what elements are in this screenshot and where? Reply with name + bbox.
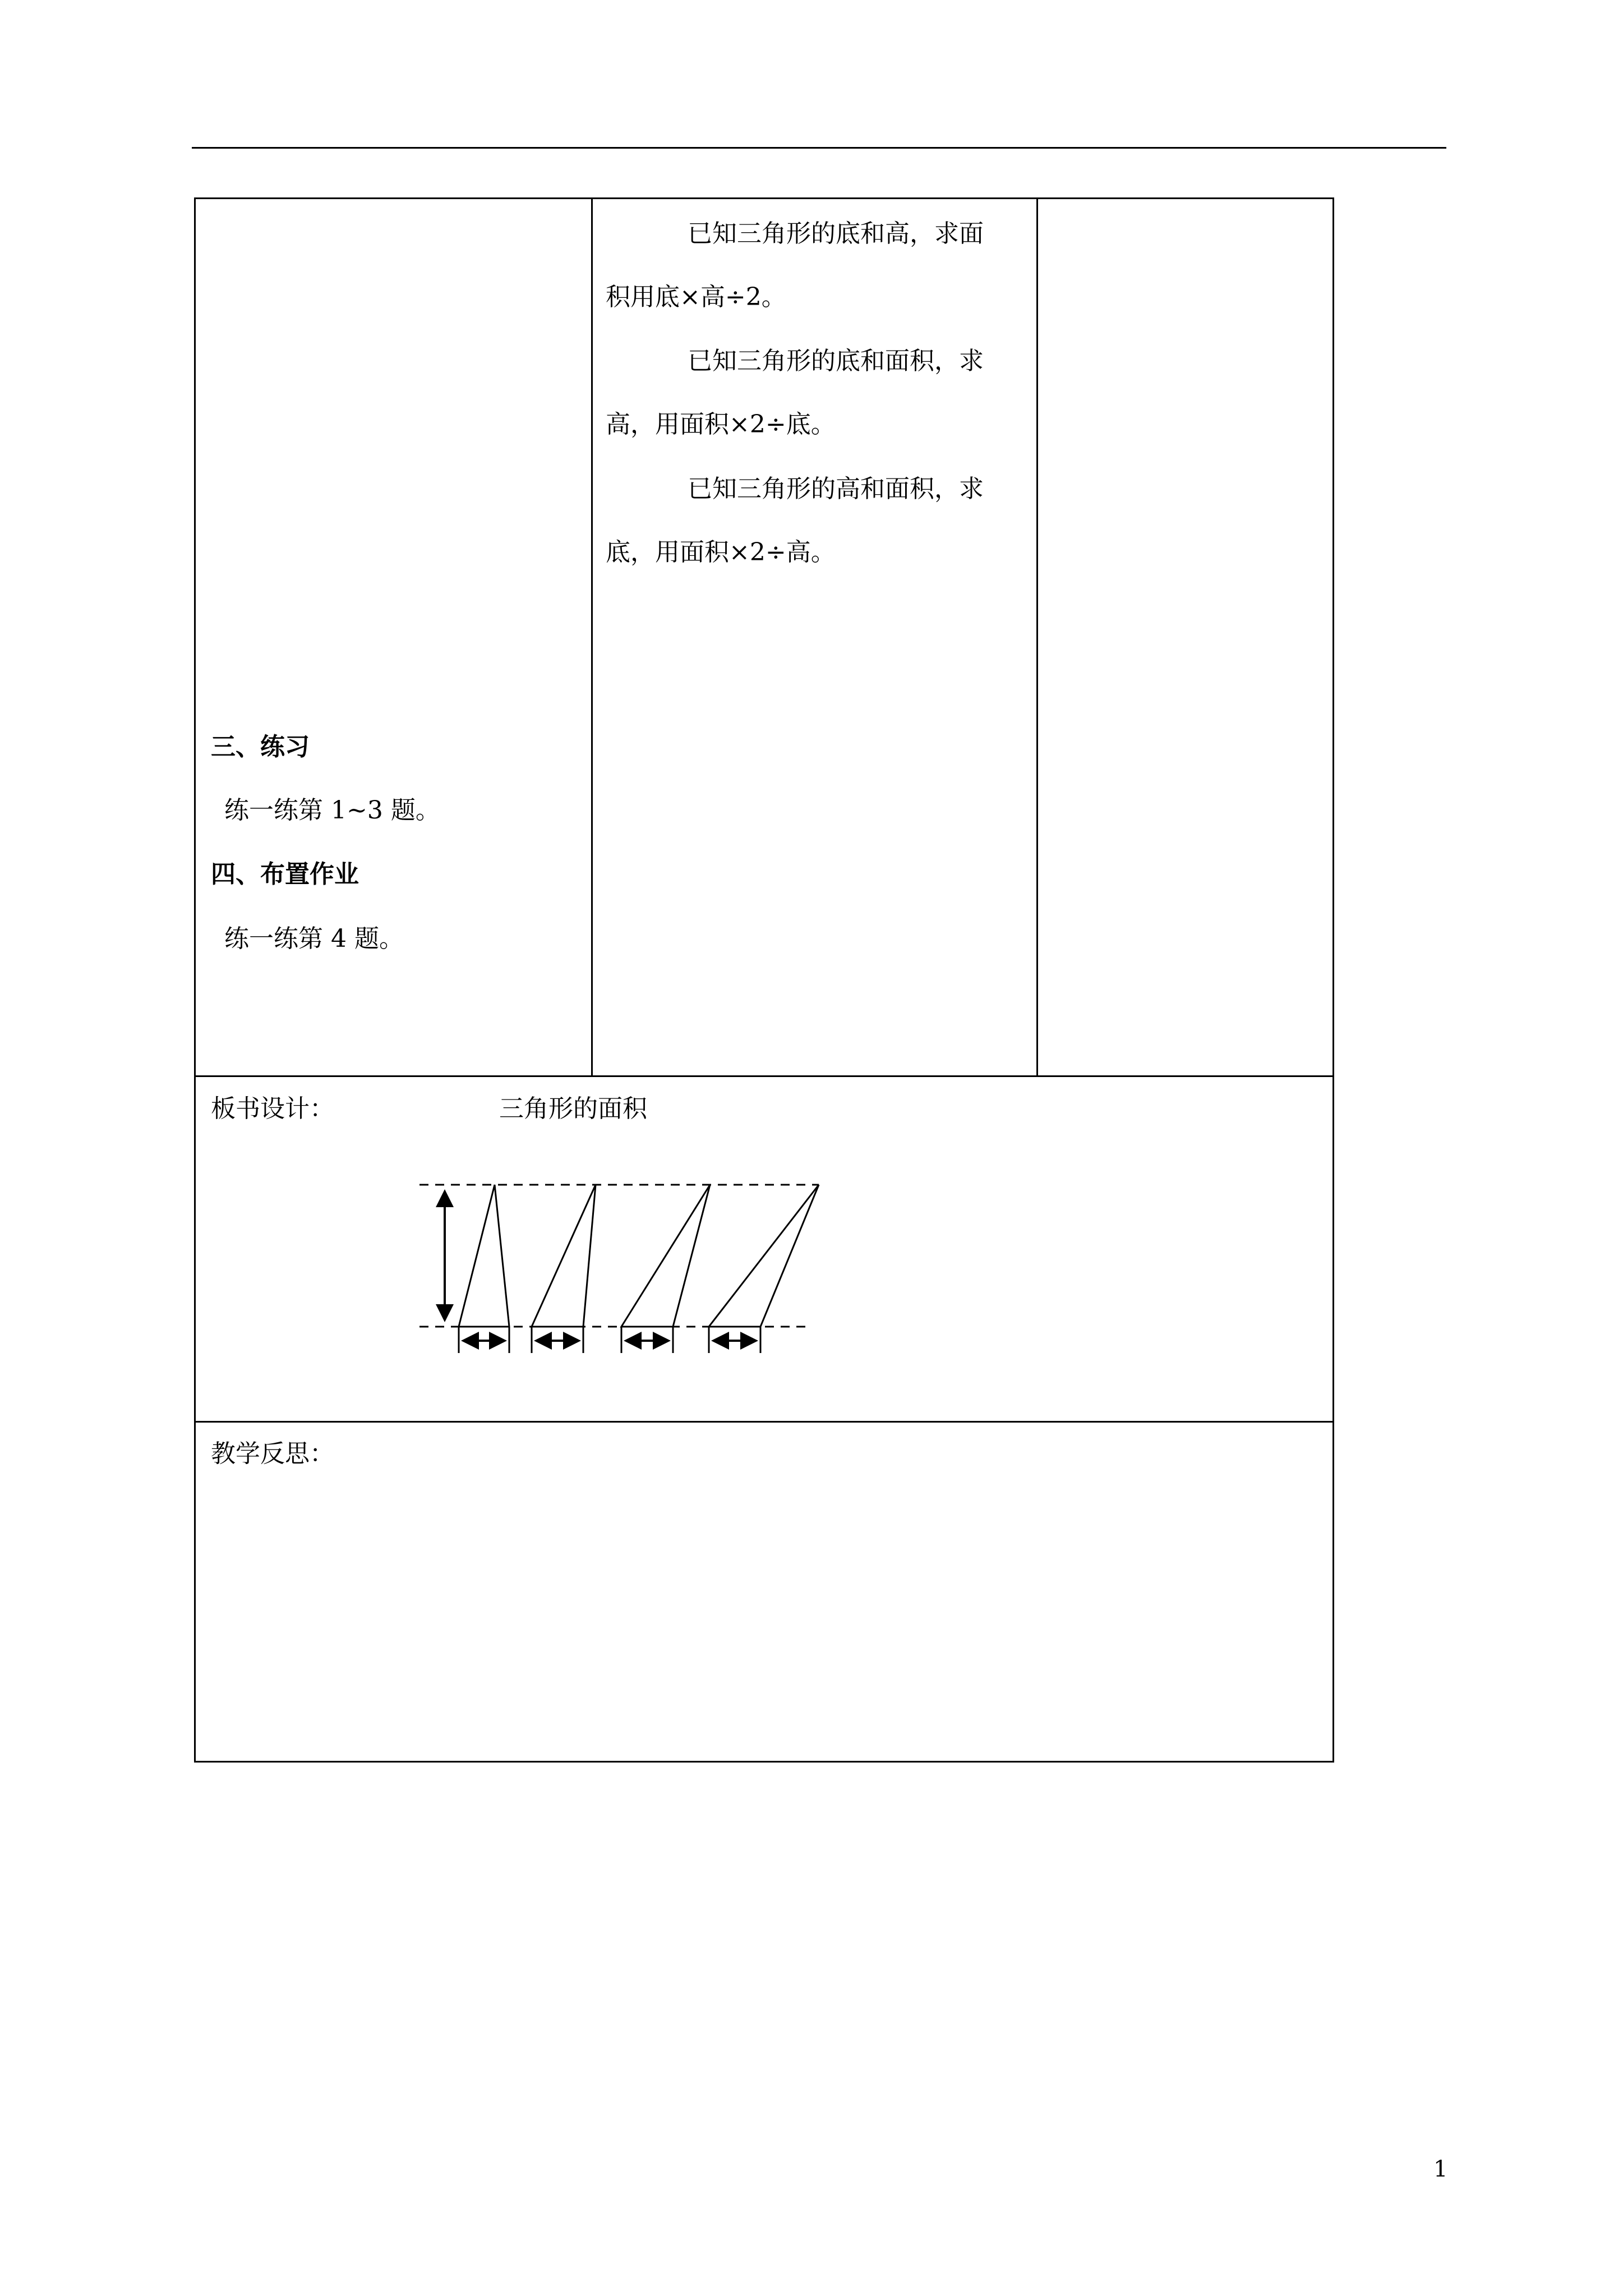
triangle-2	[532, 1185, 596, 1327]
homework-heading: 四、布置作业	[211, 860, 359, 889]
rule-height-line-2: 高，用面积×2÷底。	[606, 410, 836, 439]
triangle-3	[621, 1185, 710, 1327]
rule-area-line-1: 已知三角形的底和高，求面	[688, 219, 984, 248]
page-number: 1	[1433, 2156, 1448, 2182]
triangle-4	[709, 1185, 819, 1327]
board-design-label: 板书设计：	[211, 1094, 334, 1123]
board-design-title: 三角形的面积	[499, 1094, 647, 1123]
triangle-1	[459, 1185, 509, 1327]
rule-base-line-1: 已知三角形的高和面积，求	[688, 475, 984, 503]
rule-height-line-1: 已知三角形的底和面积，求	[688, 347, 984, 375]
homework-text: 练一练第 4 题。	[224, 924, 404, 953]
practice-text: 练一练第 1~3 题。	[224, 796, 440, 825]
reflection-label: 教学反思：	[211, 1439, 334, 1468]
rule-area-line-2: 积用底×高÷2。	[606, 283, 786, 311]
practice-heading: 三、练习	[211, 733, 310, 761]
rule-base-line-2: 底，用面积×2÷高。	[606, 538, 836, 567]
